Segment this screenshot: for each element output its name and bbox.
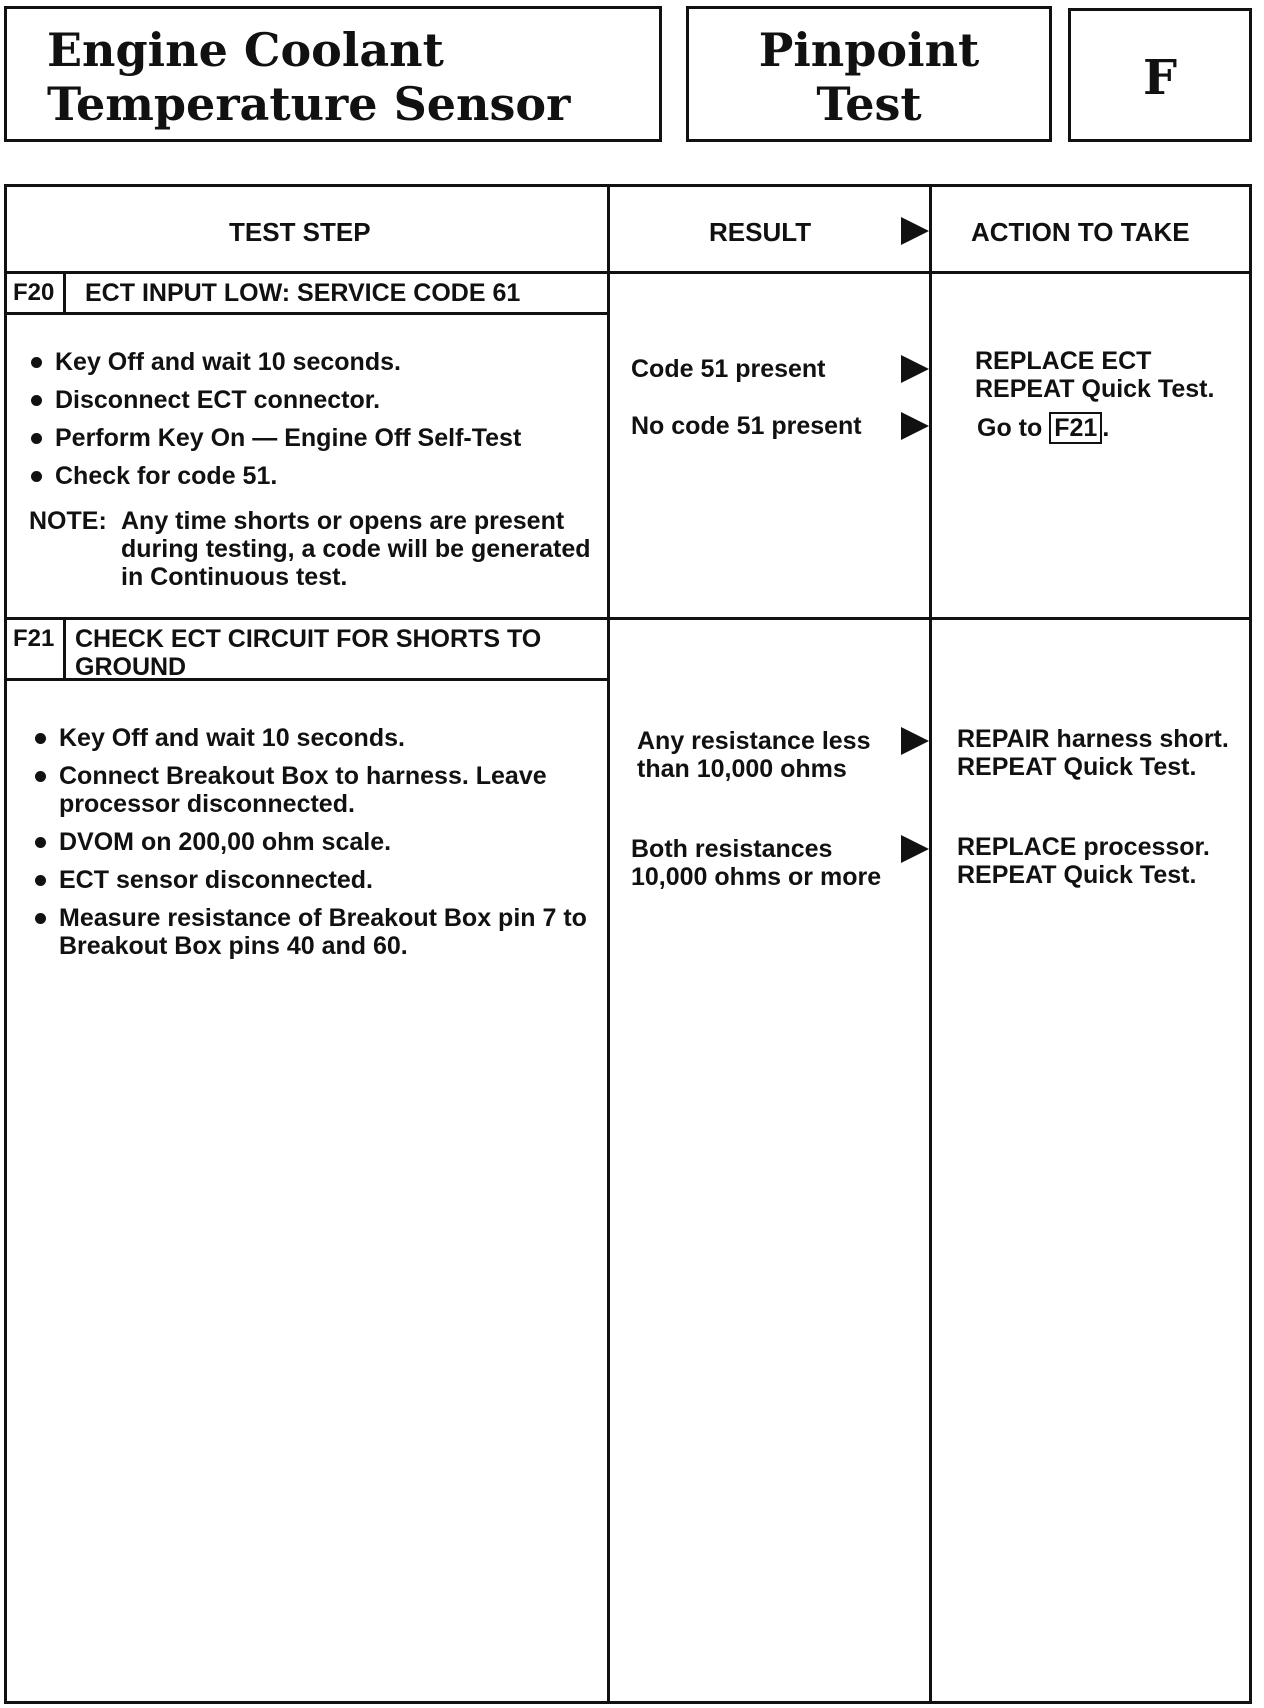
arrow-icon xyxy=(901,217,929,245)
list-item: Perform Key On — Engine Off Self-Test xyxy=(29,424,599,452)
f20-result-1: Code 51 present xyxy=(631,355,826,383)
list-item: DVOM on 200,00 ohm scale. xyxy=(33,828,593,856)
column-header-action: ACTION TO TAKE xyxy=(971,217,1190,247)
f20-action-2 xyxy=(977,414,1109,442)
f21-result-1: Any resistance less than 10,000 ohms xyxy=(637,727,871,783)
f21-step-id: F21 xyxy=(13,625,55,652)
f21-action-1: REPAIR harness short. REPEAT Quick Test. xyxy=(957,725,1229,781)
f20-id-divider xyxy=(63,271,66,313)
header-rule xyxy=(7,271,1249,274)
f20-action-1 xyxy=(975,347,1214,403)
column-divider-2 xyxy=(929,187,932,1701)
action-line: REPEAT Quick Test. xyxy=(975,375,1215,403)
action-line: REPLACE ECT xyxy=(975,347,1152,375)
test-type-line2: Test xyxy=(816,77,922,131)
list-item: Disconnect ECT connector. xyxy=(29,386,599,414)
f21-step-list xyxy=(33,724,593,970)
section-rule xyxy=(7,617,1249,620)
test-letter-box: F xyxy=(1068,8,1252,142)
f21-id-divider xyxy=(63,617,66,679)
f21-step-title: CHECK ECT CIRCUIT FOR SHORTS TO GROUND xyxy=(75,625,542,681)
arrow-icon xyxy=(901,727,929,755)
step-reference-link[interactable]: F21 xyxy=(1049,412,1102,444)
note-label: NOTE: xyxy=(29,507,107,535)
list-item: Key Off and wait 10 seconds. xyxy=(29,348,599,376)
test-type-line1: Pinpoint xyxy=(758,23,980,77)
list-item: Connect Breakout Box to harness. Leave processor disconnected. xyxy=(33,762,593,818)
list-item: Key Off and wait 10 seconds. xyxy=(33,724,593,752)
arrow-icon xyxy=(901,355,929,383)
column-divider-1 xyxy=(607,187,610,1701)
f20-step-id: F20 xyxy=(13,279,55,306)
f20-step-list xyxy=(29,348,599,500)
f20-result-2: No code 51 present xyxy=(631,412,862,440)
f20-note xyxy=(29,507,604,591)
note-text: Any time shorts or opens are present during testing, a code will be generated in Continuous test. xyxy=(121,507,591,591)
title-box xyxy=(4,6,662,142)
page-title-line2: Temperature Sensor xyxy=(47,77,571,131)
arrow-icon xyxy=(901,835,929,863)
page-title-line1: Engine Coolant xyxy=(47,23,444,77)
test-type-box xyxy=(686,6,1052,142)
f20-step-title: ECT INPUT LOW: SERVICE CODE 61 xyxy=(85,279,521,307)
column-header-test-step: TEST STEP xyxy=(229,217,371,247)
action-suffix: . xyxy=(1102,414,1110,442)
arrow-icon xyxy=(901,412,929,440)
list-item: ECT sensor disconnected. xyxy=(33,866,593,894)
list-item: Measure resistance of Breakout Box pin 7 to Breakout Box pins 40 and 60. xyxy=(33,904,593,960)
f21-action-2: REPLACE processor. REPEAT Quick Test. xyxy=(957,833,1210,889)
column-header-result: RESULT xyxy=(709,217,812,247)
action-prefix: Go to xyxy=(977,414,1043,442)
list-item: Check for code 51. xyxy=(29,462,599,490)
pinpoint-table xyxy=(4,184,1252,1704)
f21-result-2: Both resistances 10,000 ohms or more xyxy=(631,835,882,891)
f20-title-rule xyxy=(7,312,607,315)
